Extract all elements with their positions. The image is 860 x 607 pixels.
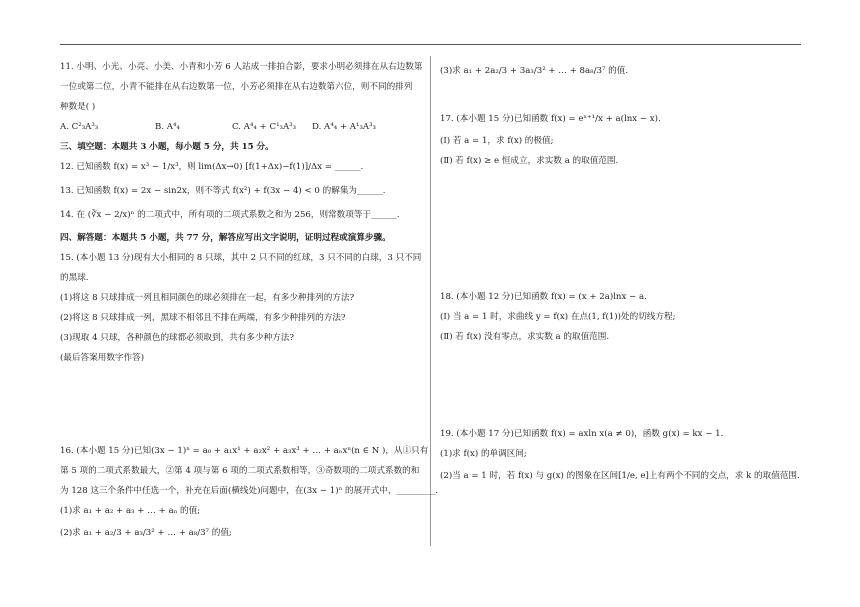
q15-note: (最后答案用数字作答) xyxy=(60,353,145,363)
q11-line2: 一位或第二位，小青不能排在从右边数第一位，小芳必须排在从右边数第六位，则不同的排列 xyxy=(60,82,413,92)
q16-line3: 为 128 这三个条件中任选一个，补充在后面(横线处)问题中，在(3x − 1)ⁿ 的展开式中，_________. xyxy=(60,486,438,496)
q15-line2: 的黑球. xyxy=(60,273,89,283)
q11-line1: 11. 小明、小光、小亮、小美、小青和小芳 6 人站成一排拍合影，要求小明必须排在从右边数第 xyxy=(60,62,423,72)
q18-part2: (Ⅱ) 若 f(x) 没有零点，求实数 a 的取值范围. xyxy=(440,332,610,342)
q14-text: 14. 在 (∛x − 2/x)ⁿ 的二项式中，所有项的二项式系数之和为 256，则常数项等于______. xyxy=(60,210,400,220)
q18-line1: 18. (本小题 12 分)已知函数 f(x) = (x + 2a)lnx − a. xyxy=(440,292,647,302)
q18-part1: (Ⅰ) 当 a = 1 时，求曲线 y = f(x) 在点(1, f(1))处的切线方程; xyxy=(440,312,676,322)
q16-line1: 16. (本小题 15 分)已知(3x − 1)ⁿ = a₀ + a₁x¹ + a₂x² + a₃x³ + … + aₙxⁿ(n ∈ N )，从①只有 xyxy=(60,446,429,456)
q19-part1: (1)求 f(x) 的单调区间; xyxy=(440,449,527,459)
q17-line1: 17. (本小题 15 分)已知函数 f(x) = eˣ⁺¹/x + a(lnx − x). xyxy=(440,114,661,124)
section-3-heading: 三、填空题：本题共 3 小题，每小题 5 分，共 15 分。 xyxy=(60,142,274,152)
q11-option-c: C. A⁴₄ + C¹₃A³₃ xyxy=(232,122,297,132)
q11-option-b: B. A⁴₄ xyxy=(155,122,180,132)
q16-part2: (2)求 a₁ + a₂/3 + a₃/3² + … + a₈/3⁷ 的值; xyxy=(60,528,232,538)
section-4-heading: 四、解答题：本题共 5 小题，共 77 分，解答应写出文字说明，证明过程或演算步骤。 xyxy=(60,233,391,243)
q16-part3: (3)求 a₁ + 2a₂/3 + 3a₃/3² + … + 8a₈/3⁷ 的值. xyxy=(440,66,629,76)
q15-part1: (1)将这 8 只球排成一列且相同颜色的球必须排在一起，有多少种排列的方法? xyxy=(60,293,355,303)
q11-option-d: D. A⁴₄ + A¹₃A³₃ xyxy=(312,122,376,132)
q13-text: 13. 已知函数 f(x) = 2x − sin2x，则不等式 f(x²) + f(3x − 4) < 0 的解集为______. xyxy=(60,186,386,196)
q11-line3: 种数是( ) xyxy=(60,102,96,112)
header-rule xyxy=(60,44,801,45)
q15-part2: (2)将这 8 只球排成一列，黑球不相邻且不排在两端，有多少种排列的方法? xyxy=(60,313,346,323)
q19-line1: 19. (本小题 17 分)已知函数 f(x) = axln x(a ≠ 0)，函数 g(x) = kx − 1. xyxy=(440,429,724,439)
q16-part1: (1)求 a₁ + a₂ + a₃ + … + aₙ 的值; xyxy=(60,506,201,516)
q17-part1: (Ⅰ) 若 a = 1，求 f(x) 的极值; xyxy=(440,136,554,146)
q15-line1: 15. (本小题 13 分)现有大小相同的 8 只球，其中 2 只不同的红球，3 只不同的白球，3 只不同 xyxy=(60,253,422,263)
q12-text: 12. 已知函数 f(x) = x³ − 1/x³，则 lim(Δx→0) [f(1+Δx)−f(1)]/Δx = ______. xyxy=(60,162,364,172)
q19-part2: (2)当 a = 1 时，若 f(x) 与 g(x) 的图象在区间[1/e, e]上有两个不同的交点，求 k 的取值范围. xyxy=(440,471,800,481)
column-divider xyxy=(430,56,431,546)
q16-line2: 第 5 项的二项式系数最大，②第 4 项与第 6 项的二项式系数相等，③奇数项的二项式系数的和 xyxy=(60,466,420,476)
q11-option-a: A. C²₃A³₃ xyxy=(60,122,99,132)
q17-part2: (Ⅱ) 若 f(x) ≥ e 恒成立，求实数 a 的取值范围. xyxy=(440,156,619,166)
q15-part3: (3)现取 4 只球，各种颜色的球都必须取到，共有多少种方法? xyxy=(60,333,294,343)
